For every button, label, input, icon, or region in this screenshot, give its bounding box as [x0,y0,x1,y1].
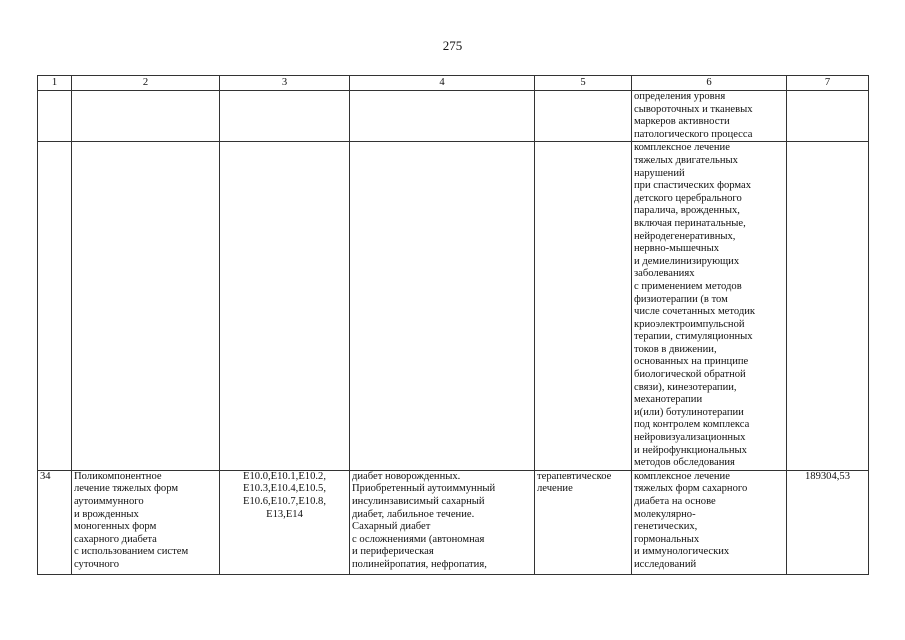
row3-patient-model: диабет новорожденных. Приобретенный аутоиммунный инсулинзависимый сахарный диабет, лабильное течение. Сахарный диабет с осложнениями (автономная и периферическая полинейропатия, нефропатия, [352,470,496,570]
table-header-row [38,76,869,91]
row3-number: 34 [38,470,72,574]
row3-icd-codes: E10.0,E10.1,E10.2, E10.3,E10.4,E10.5, E10.6,E10.7,E10.8, E13,E14 [220,470,350,574]
row1-col3 [220,91,350,142]
row2-col1 [38,142,72,470]
row3-cost: 189304,53 [787,470,869,574]
row2-col7 [787,142,869,470]
header-cell-4: 4 [350,76,535,91]
row2-method-description: комплексное лечение тяжелых двигательных нарушений при спастических формах детского церебрального паралича, врожденных, включая перинатальные, нейродегенеративных, нервно-мышечных и демиелинизирующих заболеваниях с применением методов физиотерапии (в том числе сочетанных методик криоэлектроимпульсной терапии, стимуляционных токов в движении, основанных на принципе биологической обратной связи), кинезотерапии, механотерапии и(или) ботулинотерапии под контролем комплекса нейровизуализационных и нейрофункциональных методов обследования [632,142,787,470]
row3-model-cell [350,470,535,574]
row2-col4 [350,142,535,470]
header-cell-2: 2 [72,76,220,91]
row3-profile-name: Поликомпонентное лечение тяжелых форм аутоиммунного и врожденных моногенных форм сахарного диабета с использованием систем суточного [72,470,220,574]
header-cell-6: 6 [632,76,787,91]
table-row [38,91,869,142]
row2-col5 [535,142,632,470]
row3-method-description: комплексное лечение тяжелых форм сахарного диабета на основе молекулярно- генетических, гормональных и иммунологических исследований [632,470,787,574]
page-number: 275 [442,38,463,53]
row1-col4 [350,91,535,142]
table-row [38,142,869,470]
row2-col2 [72,142,220,470]
header-cell-5: 5 [535,76,632,91]
header-cell-1: 1 [38,76,72,91]
medical-services-table [37,75,869,575]
row1-col7 [787,91,869,142]
table-row [38,470,869,574]
row1-col5 [535,91,632,142]
row2-col3 [220,142,350,470]
row1-method-description: определения уровня сывороточных и тканевых маркеров активности патологического процесса [632,91,787,142]
header-cell-3: 3 [220,76,350,91]
row1-col2 [72,91,220,142]
header-cell-7: 7 [787,76,869,91]
row3-treatment-type: терапевтическое лечение [535,470,632,574]
row1-col1 [38,91,72,142]
